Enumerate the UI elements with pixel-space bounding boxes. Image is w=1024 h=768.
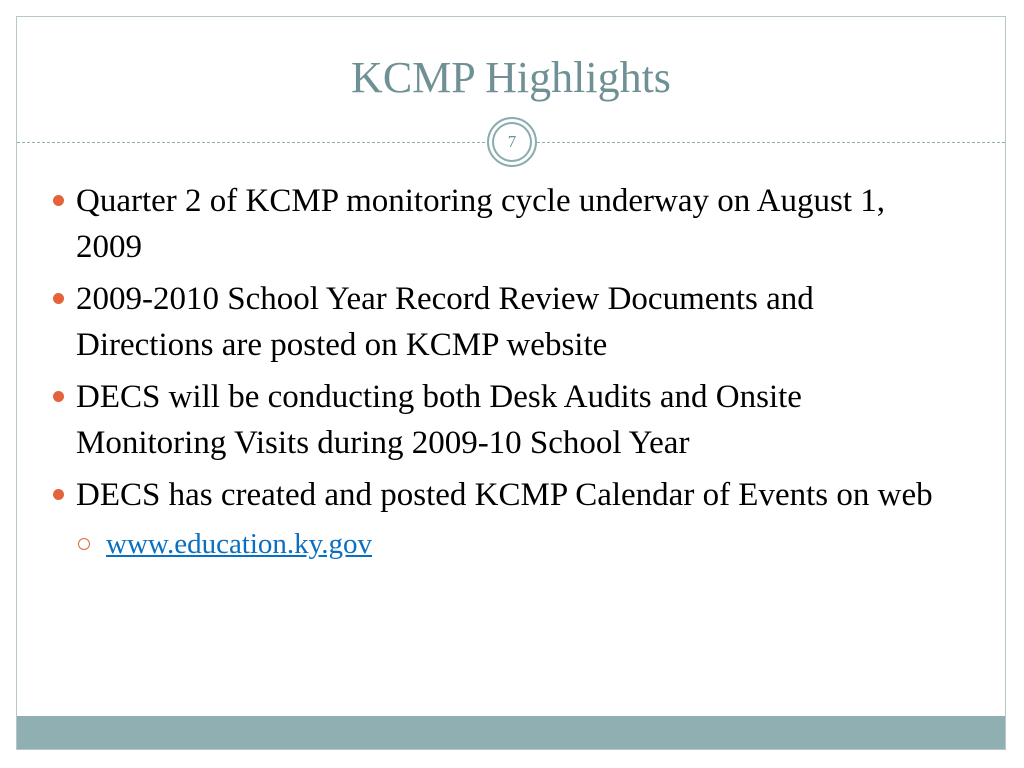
- education-website-link[interactable]: www.education.ky.gov: [106, 528, 373, 560]
- bullet-text: DECS has created and posted KCMP Calendar of Events on web: [76, 477, 933, 513]
- bullet-dot-icon: [53, 195, 64, 206]
- bullet-text: 2009-2010 School Year Record Review Documents and Directions are posted on KCMP website: [76, 281, 814, 363]
- bullet-item: [48, 178, 948, 270]
- bullet-item: [48, 472, 948, 518]
- page-number-badge: [487, 117, 537, 167]
- footer-bar: [17, 716, 1005, 749]
- bullet-text: Quarter 2 of KCMP monitoring cycle underway on August 1, 2009: [76, 183, 885, 265]
- bullet-dot-icon: [53, 293, 64, 304]
- bullet-dot-icon: [53, 391, 64, 402]
- bullet-list: [48, 178, 948, 564]
- bullet-dot-icon: [53, 489, 64, 500]
- sub-bullet-item: [48, 524, 948, 564]
- bullet-ring-icon: [78, 538, 90, 550]
- bullet-text: DECS will be conducting both Desk Audits and Onsite Monitoring Visits during 2009-10 School Year: [76, 379, 802, 461]
- bullet-item: [48, 276, 948, 368]
- bullet-item: [48, 374, 948, 466]
- slide-title: KCMP Highlights: [351, 53, 671, 102]
- page-number: 7: [507, 132, 517, 151]
